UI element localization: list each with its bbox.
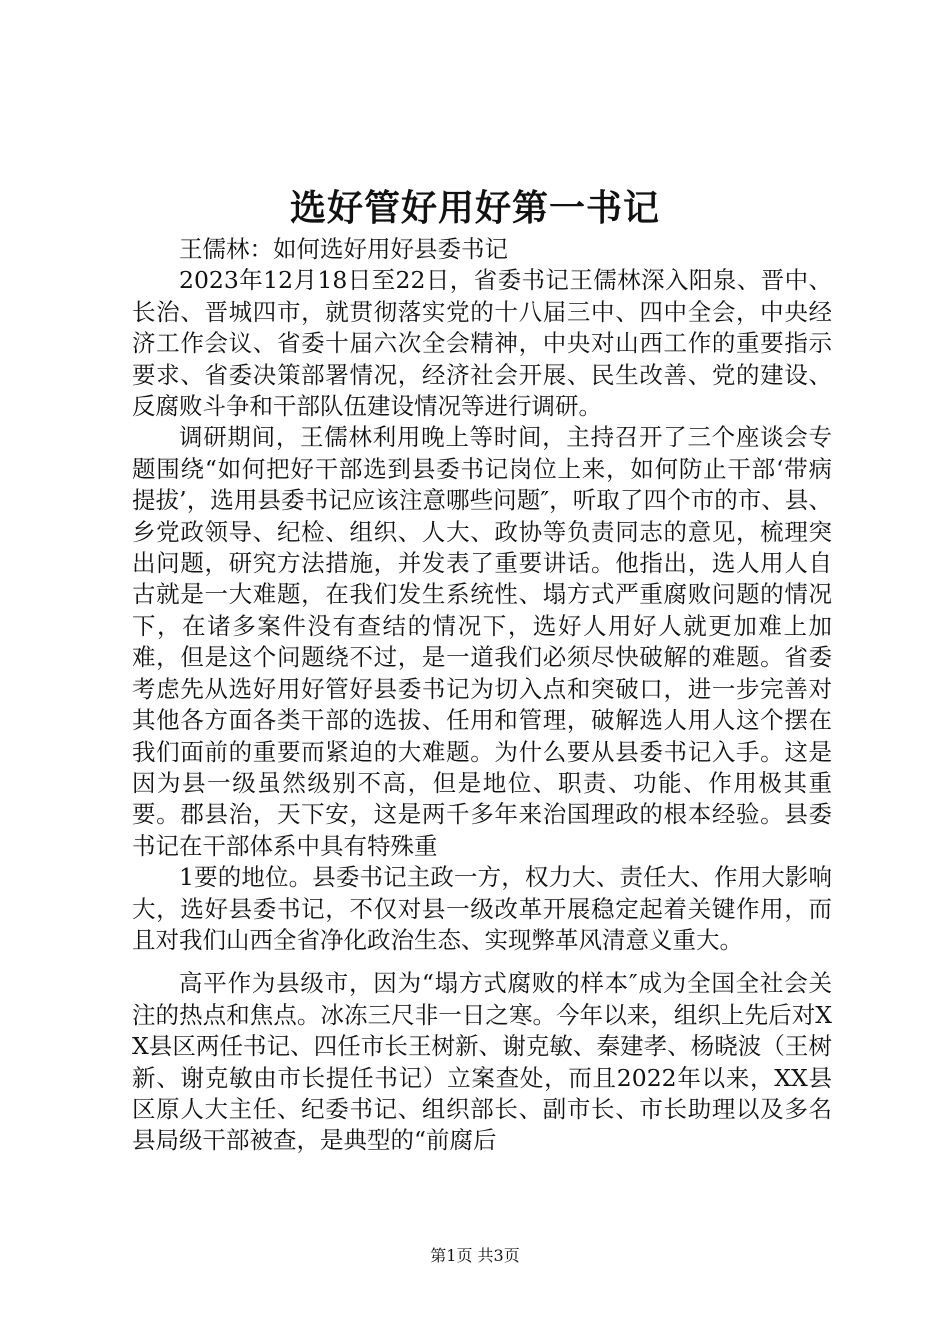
- paragraph-subtitle: 王儒林：如何选好用好县委书记: [179, 235, 508, 263]
- document-body: [132, 234, 832, 1157]
- paragraph-research: 调研期间，王儒林利用晚上等时间，主持召开了三个座谈会专题围绕“如何把好干部选到县委书记岗位上来，如何防止干部‘带病提拔’，选用县委书记应该注意哪些问题″，听取了四个市的市、县、乡党政领导、纪检、组织、人大、政协等负责同志的意见，梳理突出问题，研究方法措施，并发表了重要讲话。他指出，选人用人自古就是一大难题，在我们发生系统性、塌方式严重腐败问题的情况下，在诸多案件没有查结的情况下，选好人用好人就更加难上加难，但是这个问题绕不过，是一道我们必须尽快破解的难题。省委考虑先从选好用好管好县委书记为切入点和突破口，进一步完善对其他各方面各类干部的选拔、任用和管理，破解选人用人这个摆在我们面前的重要而紧迫的大难题。为什么要从县委书记入手。这是因为县一级虽然级别不高，但是地位、职责、功能、作用极其重要。郡县治，天下安，这是两千多年来治国理政的根本经验。县委书记在干部体系中具有特殊重: [132, 423, 832, 860]
- page-footer: 第1页 共3页: [430, 1246, 520, 1265]
- document-title: 选好管好用好第一书记: [289, 187, 660, 229]
- paragraph-gaoping: 高平作为县级市，因为“塌方式腐败的样本″成为全国全社会关注的热点和焦点。冰冻三尺非一日之寒。今年以来，组织上先后对XX县区两任书记、四任市长王树新、谢克敏、秦建孝、杨晓波（王树新、谢克敏由市长提任书记）立案查处，而且2022年以来，XX县区原人大主任、纪委书记、组织部长、副市长、市长助理以及多名县局级干部被查，是典型的“前腐后: [132, 969, 832, 1155]
- paragraph-importance: 1要的地位。县委书记主政一方，权力大、责任大、作用大影响大，选好县委书记，不仅对县一级改革开展稳定起着关键作用，而且对我们山西全省净化政治生态、实现弊革风清意义重大。: [132, 863, 832, 954]
- paragraph-intro: 2023年12月18日至22日，省委书记王儒林深入阳泉、晋中、长治、晋城四市，就贯彻落实党的十八届三中、四中全会，中央经济工作会议、省委十届六次全会精神，中央对山西工作的重要指示要求、省委决策部署情况，经济社会开展、民生改善、党的建设、反腐败斗争和干部队伍建设情况等进行调研。: [132, 266, 832, 421]
